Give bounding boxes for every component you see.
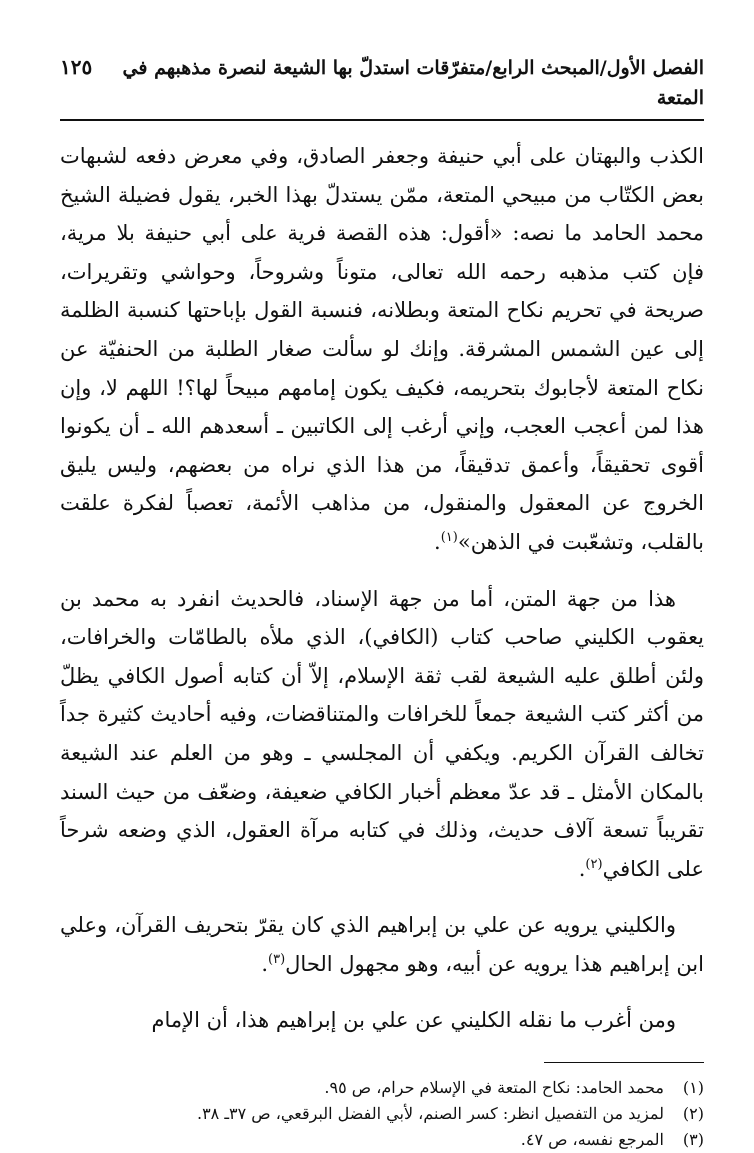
footnote <box>60 1101 704 1127</box>
footnote-ref: (٢) <box>585 856 603 872</box>
footnote-number: (٣) <box>682 1130 704 1150</box>
footnotes <box>60 1075 704 1153</box>
paragraph: هذا من جهة المتن، أما من جهة الإسناد، فالحديث انفرد به محمد بن يعقوب الكليني صاحب كتاب (الكافي)، الذي ملأه بالطامّات والخرافات، ولئن أطلق عليه الشيعة لقب ثقة الإسلام، إلاّ أن كتابه أصول الكافي يظلّ من أكثر كتب الشيعة جمعاً للخرافات والمتناقضات، وفيه أحاديث كثيرة جداً تخالف القرآن الكريم. ويكفي أن المجلسي ـ وهو من العلم عند الشيعة بالمكان الأمثل ـ قد عدّ معظم أخبار الكافي ضعيفة، وضعّف من حيث السند تقريباً تسعة آلاف حديث، وذلك في كتابه مرآة العقول، الذي وضعه شرحاً على الكافي$^{(٢)}$. <box>60 586 705 881</box>
footnote <box>60 1127 704 1153</box>
footnote-divider <box>544 1062 704 1063</box>
footnote-text: لمزيد من التفصيل انظر: كسر الصنم، لأبي الفضل البرقعي، ص ٣٧ـ ٣٨. <box>196 1104 664 1124</box>
paragraph: والكليني يرويه عن علي بن إبراهيم الذي كان يقرّ بتحريف القرآن، وعلي ابن إبراهيم هذا يرويه عن أبيه، وهو مجهول الحال$^{(٣)}$. <box>60 913 704 976</box>
footnote-ref: (١) <box>440 529 458 545</box>
footnote-text: محمد الحامد: نكاح المتعة في الإسلام حرام، ص ٩٥. <box>324 1078 664 1098</box>
chapter-title: الفصل الأول/المبحث الرابع/متفرّقات استدلّ بها الشيعة لنصرة مذهبهم في المتعة <box>122 57 704 109</box>
main-text <box>60 137 704 1040</box>
paragraph: الكذب والبهتان على أبي حنيفة وجعفر الصادق، وفي معرض دفعه لشبهات بعض الكتّاب من مبيحي المتعة، ممّن يستدلّ بهذا الخبر، يقول فضيلة الشيخ محمد الحامد ما نصه: «أقول: هذه القصة فرية على أبي حنيفة بلا مرية، فإن كتب مذهبه رحمه الله تعالى، متوناً وشروحاً، وحواشي وتقريرات، صريحة في تحريم نكاح المتعة وبطلانه، فنسبة القول بإباحتها كنسبة الظلمة إلى عين الشمس المشرقة. وإنك لو سألت صغار الطلبة من الحنفيّة عن نكاح المتعة لأجابوك بتحريمه، فكيف يكون إمامهم مبيحاً لها؟! اللهم لا، وإن هذا لمن أعجب العجب، وإني أرغب إلى الكاتبين ـ أسعدهم الله ـ أن يكونوا أقوى تحقيقاً، وأعمق تدقيقاً، من هذا الذي نراه من بعضهم، وليس يليق الخروج عن المعقول والمنقول، من مذاهب الأئمة، تعصباً لفكرة علقت بالقلب، وتشعّبت في الذهن»$^{(١)}$. <box>60 144 704 554</box>
running-header <box>60 52 704 121</box>
footnote-text: المرجع نفسه، ص ٤٧. <box>520 1130 664 1150</box>
footnote <box>60 1075 704 1101</box>
page-number: ١٢٥ <box>60 55 93 79</box>
footnote-number: (٢) <box>682 1104 704 1124</box>
footnote-ref: (٣) <box>268 951 286 967</box>
footnote-number: (١) <box>682 1078 704 1098</box>
paragraph: ومن أغرب ما نقله الكليني عن علي بن إبراهيم هذا، أن الإمام <box>151 1008 676 1033</box>
book-page <box>60 52 704 1153</box>
